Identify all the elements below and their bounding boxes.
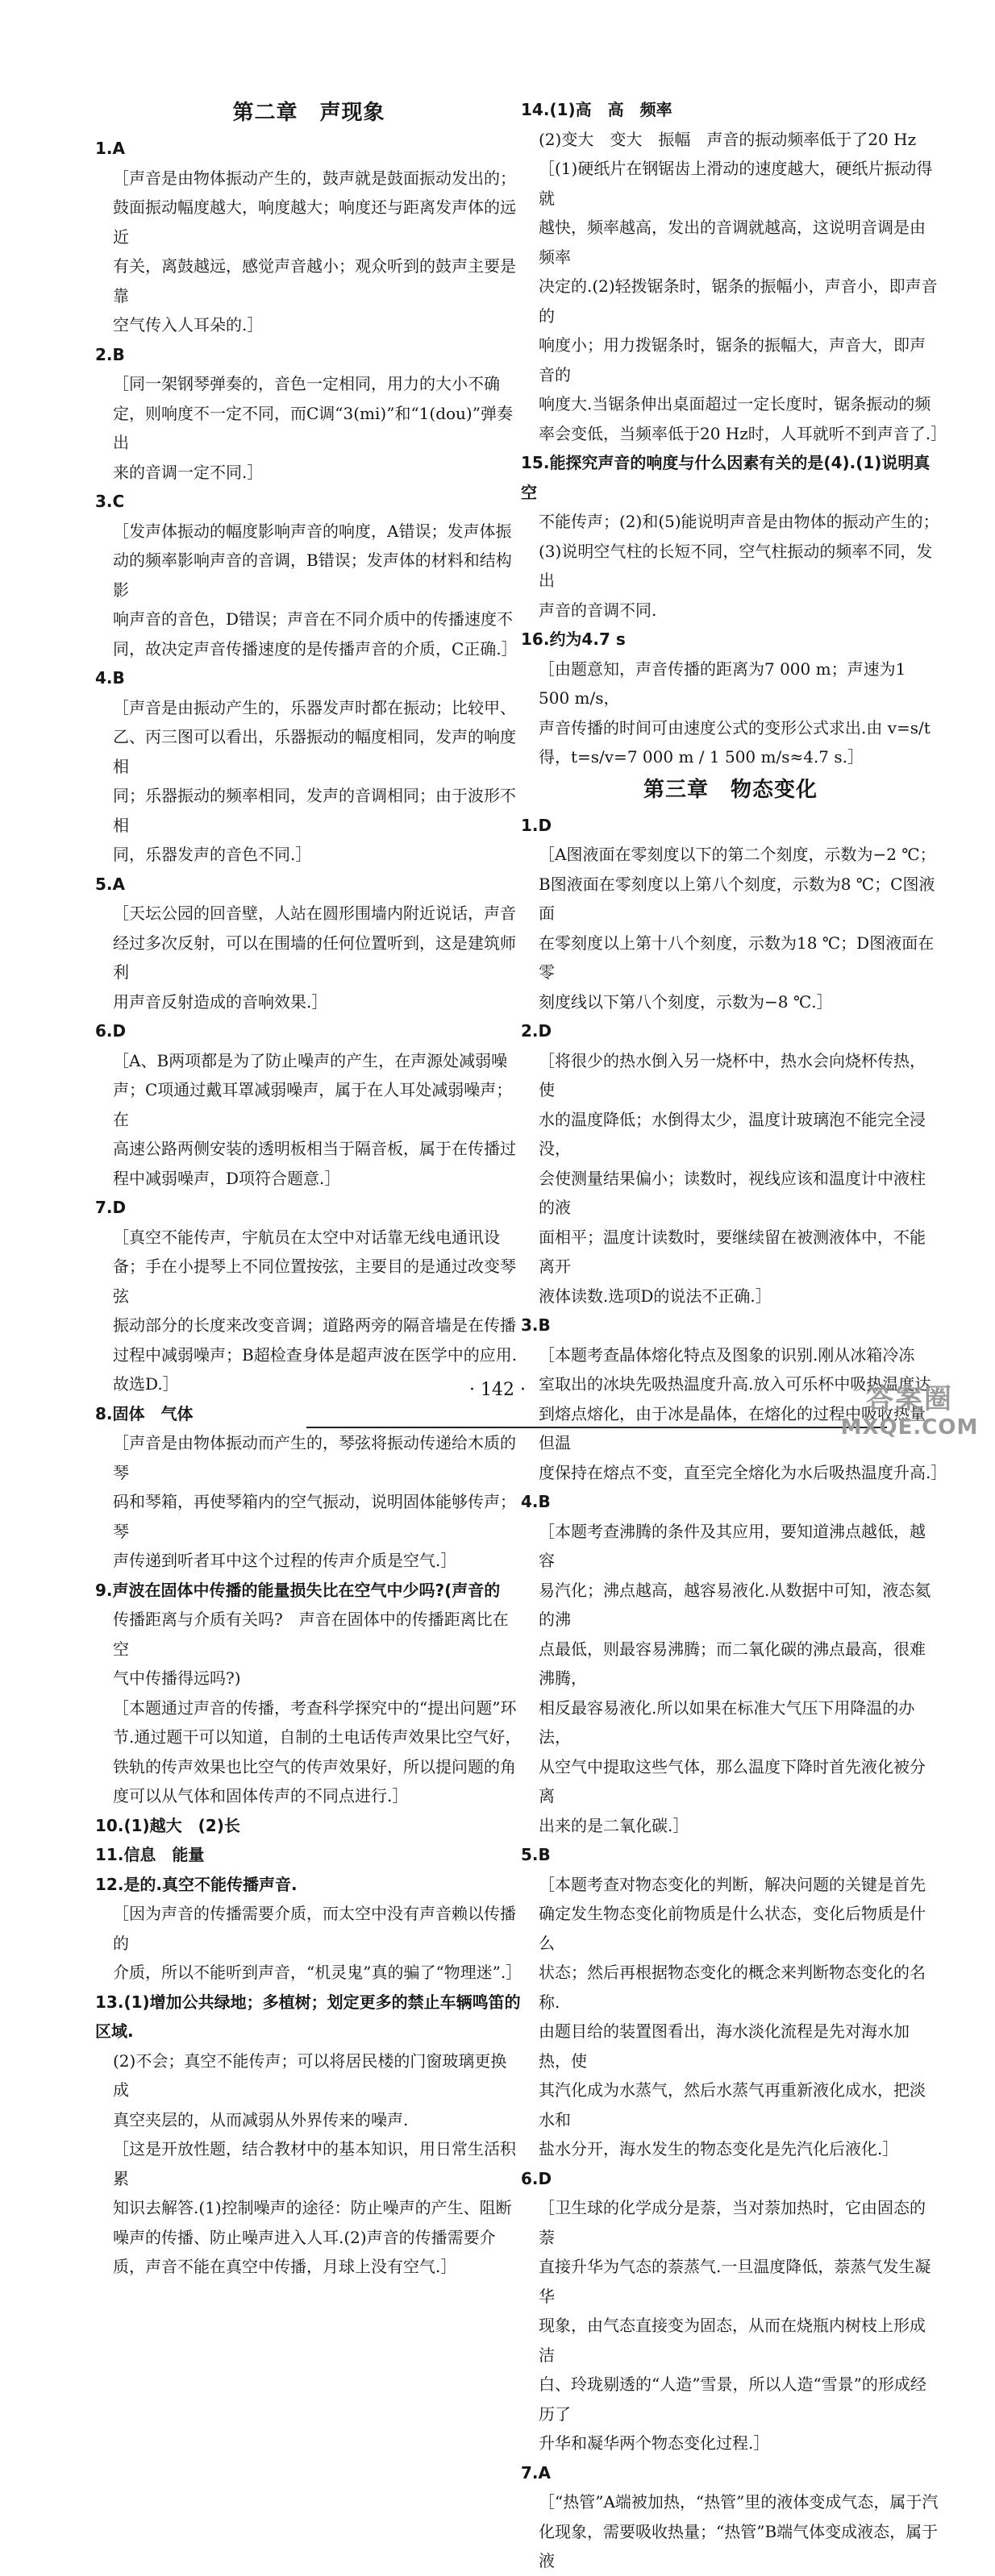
- explanation-line: 面相平；温度计读数时，要继续留在被测液体中，不能离开: [539, 1227, 926, 1276]
- explanation-line: 节.通过题干可以知道，自制的土电话传声效果比空气好，: [113, 1727, 522, 1747]
- explanation-line: 气中传播得远吗?): [113, 1668, 241, 1688]
- right-column: [521, 95, 947, 2576]
- answer-item: [95, 1193, 522, 1223]
- answer-item: [95, 1016, 522, 1046]
- explanation-line: 在零刻度以上第十八个刻度，示数为18 ℃；D图液面在零: [539, 933, 935, 982]
- explanation-line: 程中减弱噪声，D项符合题意.］: [113, 1168, 341, 1188]
- explanation-line: 振动部分的长度来改变音调；道路两旁的隔音墙是在传播: [113, 1315, 516, 1335]
- explanation-line: (2)不会；真空不能传声；可以将居民楼的门窗玻璃更换成: [113, 2050, 507, 2100]
- explanation-line: 声音的音调不同.: [539, 600, 657, 620]
- explanation-line: 质，声音不能在真空中传播，月球上没有空气.］: [113, 2257, 457, 2276]
- answer-list: [95, 134, 522, 2282]
- item-number: 6.: [521, 2168, 539, 2188]
- answer-item: [521, 95, 940, 125]
- item-number: 14.: [521, 100, 550, 119]
- divider: [306, 1427, 887, 1428]
- answer-item: [95, 870, 522, 900]
- answer-item: [95, 340, 522, 370]
- item-answer: 是的.真空不能传播声音.: [123, 1874, 298, 1894]
- explanation-line: 化现象，需要吸收热量；“热管”B端气体变成液态，属于液: [539, 2521, 939, 2570]
- explanation-line: ［“热管”A端被加热，“热管”里的液体变成气态，属于汽: [539, 2492, 939, 2512]
- item-number: 12.: [95, 1874, 124, 1894]
- explanation-line: 盐水分开，海水发生的物态变化是先汽化后液化.］: [539, 2139, 899, 2158]
- explanation-line: ［A图液面在零刻度以下的第二个刻度，示数为−2 ℃；: [539, 845, 936, 864]
- answer-item: [95, 1576, 522, 1606]
- item-number: 4.: [521, 1492, 539, 1511]
- item-answer: D: [538, 815, 552, 835]
- item-number: 3.: [95, 492, 113, 511]
- explanation-line: 声音传播的时间可由速度公式的变形公式求出.由 v=s/t: [539, 717, 930, 737]
- explanation-line: 度保持在熔点不变，直至完全熔化为水后吸热温度升高.］: [539, 1462, 947, 1482]
- explanation-line: 鼓面振动幅度越大，响度越大；响度还与距离发声体的远近: [113, 197, 516, 247]
- answer-item: [95, 663, 522, 693]
- item-number: 13.: [95, 1992, 124, 2012]
- explanation-line: ［同一架钢琴弹奏的，音色一定相同，用力的大小不确: [113, 374, 500, 393]
- explanation-line: 响声音的音色，D错误；声音在不同介质中的传播速度不: [113, 609, 514, 629]
- explanation-line: ［(1)硬纸片在钢锯齿上滑动的速度越大，硬纸片振动得就: [539, 159, 933, 208]
- item-number: 5.: [521, 1845, 539, 1864]
- item-answer: D: [112, 1198, 127, 1217]
- explanation-line: ［真空不能传声，宇航员在太空中对话靠无线电通讯设: [113, 1227, 500, 1247]
- explanation-line: 空气传入人耳朵的.］: [113, 315, 264, 334]
- item-answer: (1)增加公共绿地；多植树；划定更多的禁止车辆鸣笛的区域.: [95, 1992, 521, 2041]
- explanation-line: 备；手在小提琴上不同位置按弦，主要目的是通过改变琴弦: [113, 1257, 516, 1306]
- explanation-line: 同；乐器振动的频率相同，发声的音调相同；由于波形不相: [113, 786, 516, 835]
- explanation-line: 铁轨的传声效果也比空气的传声效果好，所以提问题的角: [113, 1756, 516, 1776]
- item-number: 15.: [521, 453, 550, 472]
- explanation-line: 乙、丙三图可以看出，乐器振动的幅度相同，发声的响度相: [113, 727, 516, 776]
- explanation-line: (3)说明空气柱的长短不同，空气柱振动的频率不同，发出: [539, 541, 933, 590]
- explanation-line: 会使测量结果偏小；读数时，视线应该和温度计中液柱的液: [539, 1168, 926, 1217]
- explanation-line: ［本题通过声音的传播，考查科学探究中的“提出问题”环: [113, 1697, 517, 1718]
- watermark-logo: [837, 1383, 982, 1446]
- item-number: 4.: [95, 668, 113, 688]
- explanation-line: 经过多次反射，可以在围墙的任何位置听到，这是建筑师利: [113, 933, 516, 982]
- answer-list: [521, 811, 947, 2576]
- answer-item: [521, 2458, 940, 2488]
- explanation-line: ［声音是由物体振动产生的，鼓声就是鼓面振动发出的；: [113, 168, 516, 188]
- item-answer: 能探究声音的响度与什么因素有关的是(4).(1)说明真空: [521, 453, 930, 502]
- explanation-line: 越快，频率越高，发出的音调就越高，这说明音调是由频率: [539, 218, 926, 267]
- explanation-line: ［卫生球的化学成分是萘，当对萘加热时，它由固态的萘: [539, 2198, 926, 2247]
- explanation-line: 从空气中提取这些气体，那么温度下降时首先液化被分离: [539, 1756, 926, 1805]
- explanation-line: 噪声的传播、防止噪声进入人耳.(2)声音的传播需要介: [113, 2227, 496, 2247]
- item-number: 6.: [95, 1021, 113, 1041]
- answer-item: [521, 625, 940, 654]
- explanation-line: (2)变大 变大 振幅 声音的振动频率低于了20 Hz: [539, 129, 917, 149]
- explanation-line: ［本题考查沸腾的条件及其应用，要知道沸点越低，越容: [539, 1521, 926, 1570]
- answer-item: [95, 1840, 522, 1870]
- explanation-line: ［这是开放性题，结合教材中的基本知识，用日常生活积累: [113, 2139, 516, 2188]
- explanation-line: 同，乐器发声的音色不同.］: [113, 845, 312, 864]
- item-number: 11.: [95, 1845, 124, 1864]
- answer-item: [95, 1399, 522, 1429]
- item-answer: D: [538, 1021, 552, 1041]
- item-answer: A: [112, 874, 125, 894]
- explanation-line: 高速公路两侧安装的透明板相当于隔音板，属于在传播过: [113, 1139, 516, 1158]
- explanation-line: 相反最容易液化.所以如果在标准大气压下用降温的办法，: [539, 1697, 915, 1747]
- explanation-line: 声传递到听者耳中这个过程的传声介质是空气.］: [113, 1551, 457, 1570]
- item-answer: B: [538, 1315, 551, 1335]
- explanation-line: 出来的是二氧化碳.］: [539, 1815, 689, 1835]
- item-number: 3.: [521, 1315, 539, 1335]
- item-number: 10.: [95, 1815, 124, 1835]
- explanation-line: 液体读数.选项D的说法不正确.］: [539, 1286, 772, 1306]
- explanation-line: ［天坛公园的回音壁，人站在圆形围墙内附近说话，声音: [113, 904, 516, 923]
- watermark-text: 答案圈: [866, 1383, 953, 1415]
- item-answer: 约为4.7 s: [549, 629, 626, 649]
- answer-item: [95, 1811, 522, 1841]
- explanation-line: 传播距离与介质有关吗? 声音在固体中的传播距离比在空: [113, 1610, 509, 1659]
- item-answer: 固体 气体: [112, 1403, 194, 1423]
- item-answer: B: [538, 1492, 551, 1511]
- explanation-line: 到熔点熔化，由于冰是晶体，在熔化的过程中吸收热量但温: [539, 1403, 926, 1452]
- explanation-line: 白、玲珑剔透的“人造”雪景，所以人造“雪景”的形成经历了: [539, 2374, 926, 2424]
- answer-item: [521, 1311, 940, 1340]
- item-answer: D: [112, 1021, 127, 1041]
- page-number: · 142 ·: [469, 1380, 526, 1400]
- chapter-title: 第三章 物态变化: [643, 777, 818, 802]
- explanation-line: ［本题考查晶体熔化特点及图象的识别.刚从冰箱冷冻: [539, 1344, 915, 1365]
- item-number: 2.: [521, 1021, 539, 1041]
- explanation-line: 刻度线以下第八个刻度，示数为−8 ℃.］: [539, 991, 833, 1012]
- item-number: 1.: [95, 139, 113, 158]
- explanation-line: ［因为声音的传播需要介质，而太空中没有声音赖以传播的: [113, 1904, 516, 1953]
- explanation-line: 其汽化成为水蒸气，然后水蒸气再重新液化成水，把淡水和: [539, 2080, 926, 2129]
- explanation-line: 升华和凝华两个物态变化过程.］: [539, 2433, 770, 2453]
- watermark-url: MXQE.COM: [840, 1415, 979, 1440]
- answer-item: [521, 1840, 940, 1870]
- explanation-line: 有关，离鼓越远，感觉声音越小；观众听到的鼓声主要是靠: [113, 256, 516, 305]
- explanation-line: 故选D.］: [113, 1374, 179, 1394]
- item-answer: B: [112, 344, 125, 364]
- explanation-line: 码和琴箱，再使琴箱内的空气振动，说明固体能够传声；琴: [113, 1492, 516, 1541]
- explanation-line: 不能传声；(2)和(5)能说明声音是由物体的振动产生的；: [539, 512, 939, 531]
- answer-item: [95, 1870, 522, 1900]
- explanation-line: 度可以从气体和固体传声的不同点进行.］: [113, 1786, 409, 1805]
- explanation-line: 声；C项通过戴耳罩减弱噪声，属于在人耳处减弱噪声；在: [113, 1080, 513, 1129]
- explanation-line: 响度小；用力拨锯条时，锯条的振幅大，声音大，即声音的: [539, 335, 926, 384]
- item-number: 2.: [95, 344, 113, 364]
- explanation-line: 现象，由气态直接变为固态，从而在烧瓶内树枝上形成洁: [539, 2316, 926, 2365]
- answer-item: [95, 487, 522, 517]
- explanation-line: 易汽化；沸点越高，越容易液化.从数据中可知，液态氦的沸: [539, 1580, 931, 1629]
- explanation-line: 得，t=s/v=7 000 m / 1 500 m/s≈4.7 s.］: [539, 747, 864, 767]
- item-answer: A: [538, 2462, 551, 2483]
- explanation-line: 确定发生物态变化前物质是什么状态，变化后物质是什么: [539, 1904, 926, 1953]
- left-column: [95, 95, 522, 2282]
- item-answer: D: [538, 2168, 552, 2188]
- answer-item: [521, 2164, 940, 2194]
- item-answer: B: [112, 668, 125, 688]
- item-answer: A: [112, 139, 125, 158]
- explanation-line: 定，则响度不一定不同，而C调“3(mi)”和“1(dou)”弹奏出: [113, 403, 513, 452]
- item-answer: B: [538, 1845, 551, 1864]
- explanation-line: ［声音是由物体振动而产生的，琴弦将振动传递给木质的琴: [113, 1433, 516, 1482]
- explanation-line: 水的温度降低；水倒得太少，温度计玻璃泡不能完全浸没，: [539, 1109, 926, 1158]
- item-number: 7.: [521, 2462, 539, 2483]
- explanation-line: 介质，所以不能听到声音，“机灵鬼”真的骗了“物理迷”.］: [113, 1963, 522, 1982]
- item-number: 9.: [95, 1580, 113, 1600]
- item-number: 7.: [95, 1198, 113, 1217]
- explanation-line: ［由题意知，声音传播的距离为7 000 m；声速为1 500 m/s，: [539, 659, 906, 708]
- answer-item: [521, 1016, 940, 1046]
- item-number: 1.: [521, 815, 539, 835]
- explanation-line: 同，故决定声音传播速度的是传播声音的介质，C正确.］: [113, 638, 518, 659]
- item-number: 5.: [95, 874, 113, 894]
- explanation-line: ［A、B两项都是为了防止噪声的产生，在声源处减弱噪: [113, 1050, 508, 1070]
- answer-item: [95, 134, 522, 164]
- explanation-line: 状态；然后再根据物态变化的概念来判断物态变化的名称.: [539, 1963, 926, 2012]
- explanation-line: 用声音反射造成的音响效果.］: [113, 991, 328, 1012]
- answer-item: [521, 1487, 940, 1517]
- explanation-line: 室取出的冰块先吸热温度升高.放入可乐杯中吸热温度达: [539, 1374, 931, 1394]
- answer-list: [521, 95, 947, 772]
- item-answer: 声波在固体中传播的能量损失比在空气中少吗?(声音的: [112, 1580, 501, 1600]
- item-answer: (1)高 高 频率: [549, 100, 672, 119]
- explanation-line: ［本题考查对物态变化的判断，解决问题的关键是首先: [539, 1874, 926, 1894]
- answer-item: [521, 811, 940, 841]
- explanation-line: ［将很少的热水倒入另一烧杯中，热水会向烧杯传热，使: [539, 1050, 926, 1099]
- item-answer: (1)越大 (2)长: [123, 1815, 240, 1835]
- answer-item: [521, 448, 940, 507]
- explanation-line: 过程中减弱噪声；B超检查身体是超声波在医学中的应用.: [113, 1344, 518, 1365]
- chapter-title: 第二章 声现象: [232, 101, 385, 125]
- item-answer: 信息 能量: [123, 1845, 205, 1864]
- item-number: 16.: [521, 629, 550, 649]
- explanation-line: 率会变低，当频率低于20 Hz时，人耳就听不到声音了.］: [539, 423, 947, 443]
- item-answer: C: [112, 492, 125, 511]
- explanation-line: ［发声体振动的幅度影响声音的响度，A错误；发声体振: [113, 521, 512, 541]
- explanation-line: 点最低，则最容易沸腾；而二氧化碳的沸点最高，很难沸腾，: [539, 1639, 926, 1688]
- answer-item: [95, 1988, 522, 2046]
- explanation-line: 动的频率影响声音的音调，B错误；发声体的材料和结构影: [113, 551, 512, 600]
- item-number: 8.: [95, 1403, 113, 1423]
- explanation-line: 知识去解答.(1)控制噪声的途径：防止噪声的产生、阻断: [113, 2198, 512, 2217]
- explanation-line: 直接升华为气态的萘蒸气.一旦温度降低，萘蒸气发生凝华: [539, 2257, 931, 2306]
- explanation-line: ［声音是由振动产生的，乐器发声时都在振动；比较甲、: [113, 697, 516, 717]
- explanation-line: 由题目给的装置图看出，海水淡化流程是先对海水加热，使: [539, 2021, 910, 2071]
- explanation-line: B图液面在零刻度以上第八个刻度，示数为8 ℃；C图液面: [539, 874, 935, 923]
- explanation-line: 来的音调一定不同.］: [113, 462, 264, 482]
- explanation-line: 决定的.(2)轻拨锯条时，锯条的振幅小，声音小，即声音的: [539, 276, 938, 326]
- explanation-line: 真空夹层的，从而减弱从外界传来的噪声.: [113, 2109, 409, 2129]
- explanation-line: 响度大.当锯条伸出桌面超过一定长度时，锯条振动的频: [539, 394, 931, 413]
